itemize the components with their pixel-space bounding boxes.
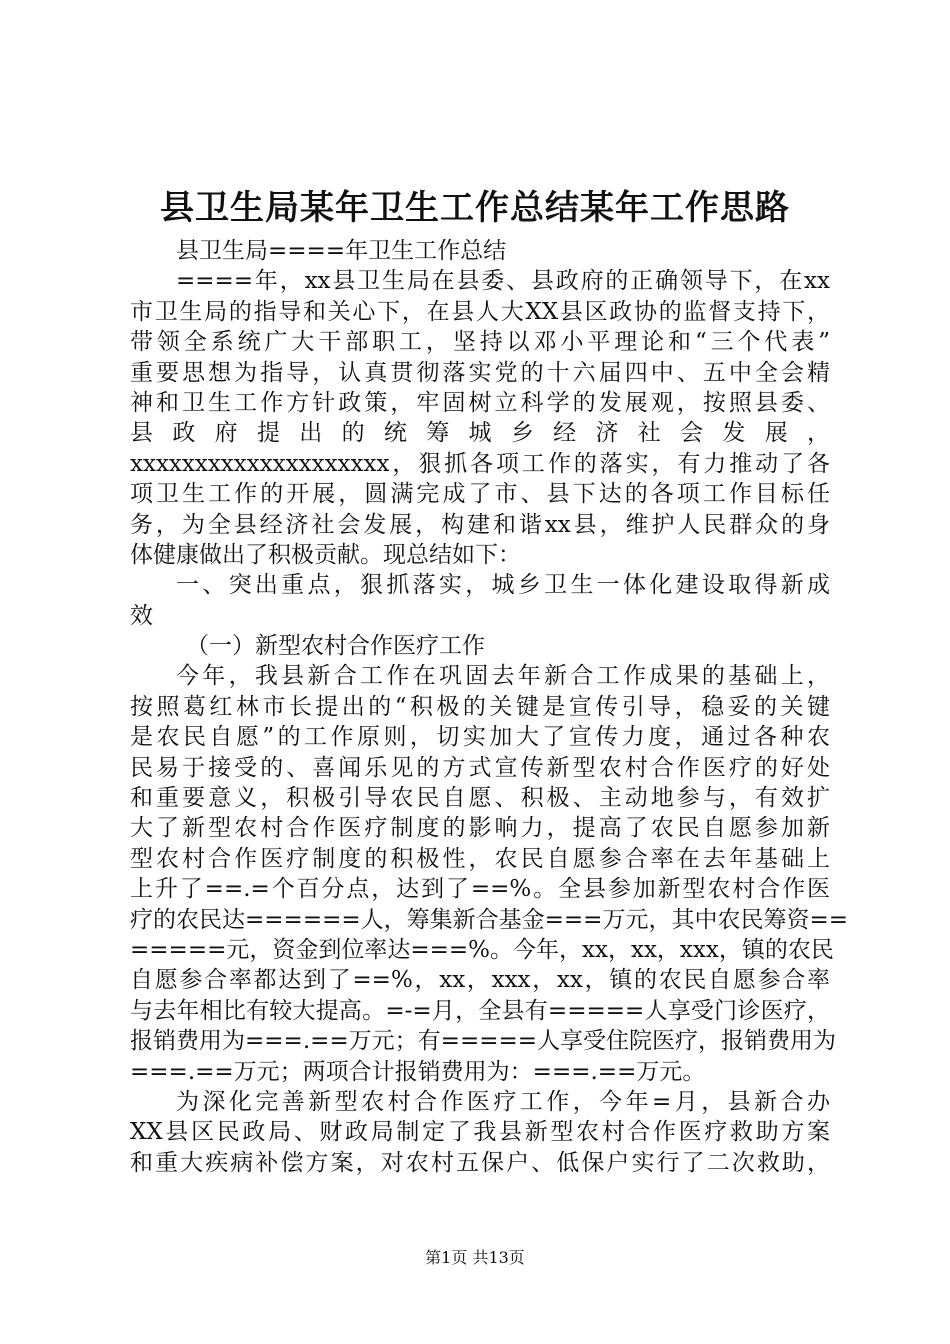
paragraph-line: 上升了==.=个百分点，达到了==%。全县参加新型农村合作医: [130, 876, 830, 903]
paragraph-line: 市卫生局的指导和关心下，在县人大XX县区政协的监督支持下，: [130, 298, 830, 325]
paragraph-line: ====年，xx县卫生局在县委、县政府的正确领导下，在xx: [176, 268, 830, 295]
document-body: [130, 236, 848, 1178]
paragraph-line: 项卫生工作的开展，圆满完成了市、县下达的各项工作目标任: [130, 481, 830, 508]
section-heading-line: 效: [130, 602, 153, 629]
paragraph-line: 大了新型农村合作医疗制度的影响力，提高了农民自愿参加新: [130, 815, 830, 842]
paragraph-line: XX县区民政局、财政局制定了我县新型农村合作医疗救助方案: [130, 1119, 830, 1146]
paragraph-line: 自愿参合率都达到了==%，xx，xxx，xx，镇的农民自愿参合率: [130, 967, 830, 994]
spaced-char: 筹: [426, 420, 450, 447]
paragraph-line: ===.==万元；两项合计报销费用为：===.==万元。: [130, 1058, 706, 1085]
paragraph-line: 和重要意义，积极引导农民自愿、积极、主动地参与，有效扩: [130, 785, 830, 812]
paragraph-line: 为深化完善新型农村合作医疗工作，今年=月，县新合办: [176, 1088, 830, 1115]
paragraph-line: 民易于接受的、喜闻乐见的方式宣传新型农村合作医疗的好处: [130, 754, 830, 781]
paragraph-line: 型农村合作医疗制度的积极性，农民自愿参合率在去年基础上: [130, 845, 830, 872]
paragraph-line: 神和卫生工作方针政策，牢固树立科学的发展观，按照县委、: [130, 389, 830, 416]
paragraph-line: xxxxxxxxxxxxxxxxxxxx，狠抓各项工作的落实，有力推动了各: [130, 450, 830, 477]
page-footer: 第1页 共13页: [425, 1248, 525, 1267]
spaced-char: 经: [553, 420, 577, 447]
spaced-char: 城: [468, 420, 492, 447]
spaced-char: 提: [256, 420, 280, 447]
spaced-char: 政: [172, 420, 196, 447]
spaced-char: 县: [130, 420, 153, 447]
spaced-char: 发: [722, 420, 746, 447]
paragraph-line: 与去年相比有较大提高。=-=月，全县有=====人享受门诊医疗，: [130, 997, 830, 1024]
paragraph-line: 今年，我县新合工作在巩固去年新合工作成果的基础上，: [176, 663, 830, 690]
document-title: 县卫生局某年卫生工作总结某年工作思路: [160, 188, 790, 228]
paragraph-line: 重要思想为指导，认真贯彻落实党的十六届四中、五中全会精: [130, 359, 830, 386]
section-heading: 县卫生局====年卫生工作总结: [176, 238, 507, 264]
paragraph-line-spaced: [130, 418, 830, 448]
paragraph-line: 报销费用为===.==万元；有=====人享受住院医疗，报销费用为: [130, 1028, 837, 1055]
paragraph-line: =====元，资金到位率达===%。今年，xx，xx，xxx，镇的农民: [130, 936, 834, 963]
section-heading-line: 一、突出重点，狠抓落实，城乡卫生一体化建设取得新成: [176, 572, 830, 599]
paragraph-line: 务，为全县经济社会发展，构建和谐xx县，维护人民群众的身: [130, 511, 830, 538]
spaced-char: 展: [764, 420, 788, 447]
spaced-char: ，: [807, 420, 830, 447]
paragraph-line: 和重大疾病补偿方案，对农村五保户、低保户实行了二次救助，: [130, 1149, 830, 1176]
spaced-char: 府: [214, 420, 238, 447]
spaced-char: 济: [595, 420, 619, 447]
spaced-char: 统: [383, 420, 407, 447]
subsection-heading: （一）新型农村合作医疗工作: [186, 633, 485, 660]
paragraph-line: 带领全系统广大干部职工，坚持以邓小平理论和“三个代表”: [130, 329, 830, 356]
paragraph-line: 体健康做出了积极贡献。现总结如下：: [130, 541, 521, 568]
spaced-char: 乡: [510, 420, 534, 447]
spaced-char: 的: [341, 420, 365, 447]
paragraph-line: 按照葛红林市长提出的“积极的关键是宣传引导，稳妥的关键: [130, 693, 830, 720]
spaced-char: 社: [637, 420, 661, 447]
paragraph-line: 是农民自愿”的工作原则，切实加大了宣传力度，通过各种农: [130, 724, 830, 751]
spaced-char: 出: [299, 420, 323, 447]
paragraph-line: 疗的农民达======人，筹集新合基金===万元，其中农民筹资==: [130, 906, 848, 933]
spaced-char: 会: [680, 420, 704, 447]
spaced-line-text: [130, 418, 830, 448]
